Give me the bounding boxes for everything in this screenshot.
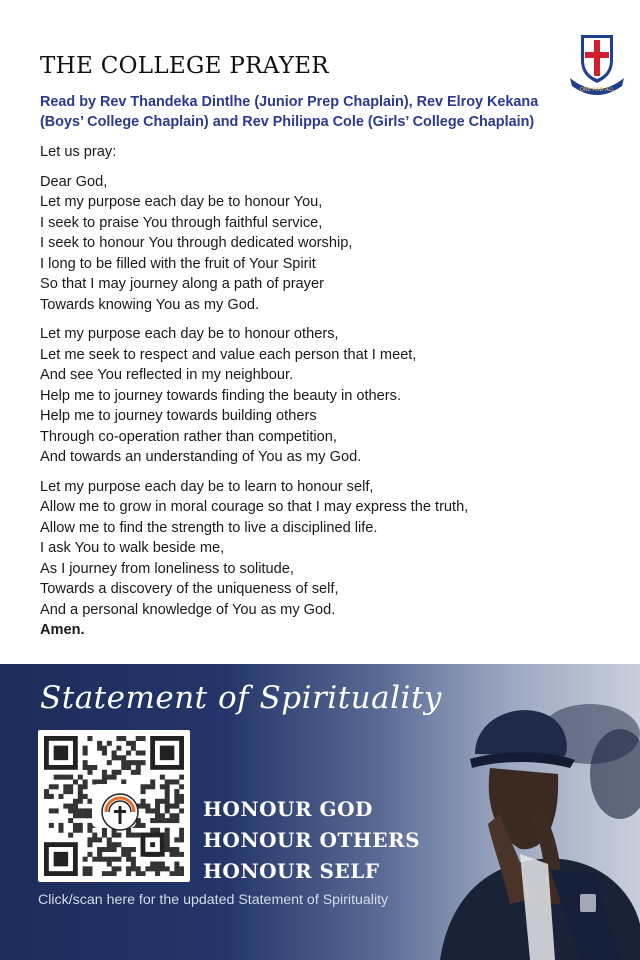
prayer-paragraph-1 bbox=[40, 172, 630, 316]
prayer-line: So that I may journey along a path of prayer bbox=[40, 276, 324, 292]
readers-subtitle bbox=[40, 92, 620, 132]
prayer-line: Towards knowing You as my God. bbox=[40, 296, 260, 313]
prayer-line: Help me to journey towards finding the beauty in others. bbox=[40, 387, 401, 404]
page-title: THE COLLEGE PRAYER bbox=[40, 53, 329, 79]
prayer-line: And towards an understanding of You as my God. bbox=[40, 449, 362, 465]
prayer-line: Let my purpose each day be to learn to honour self, bbox=[40, 478, 374, 495]
honour-list bbox=[203, 794, 420, 887]
prayer-line: Allow me to grow in moral courage so that I may express the truth, bbox=[40, 499, 469, 515]
prayer-line: Help me to journey towards building others bbox=[40, 408, 317, 424]
prayer-text bbox=[40, 142, 630, 650]
prayer-line: I seek to honour You through dedicated worship, bbox=[40, 235, 353, 251]
prayer-line: Through co-operation rather than competition, bbox=[40, 428, 337, 445]
prayer-line: Let my purpose each day be to honour You, bbox=[40, 194, 323, 210]
prayer-line: And a personal knowledge of You as my God. bbox=[40, 601, 336, 618]
prayer-line: I long to be filled with the fruit of Your Spirit bbox=[40, 255, 316, 272]
honour-god: HONOUR GOD bbox=[203, 797, 373, 821]
prayer-line: Let my purpose each day be to honour others, bbox=[40, 326, 339, 342]
prayer-line: I seek to praise You through faithful service, bbox=[40, 214, 323, 231]
prayer-line: I ask You to walk beside me, bbox=[40, 540, 225, 556]
prayer-paragraph-3 bbox=[40, 477, 630, 641]
spirituality-banner[interactable] bbox=[0, 664, 640, 960]
honour-others: HONOUR OTHERS bbox=[203, 828, 421, 852]
prayer-line: As I journey from loneliness to solitude, bbox=[40, 560, 294, 577]
prayer-line: Dear God, bbox=[40, 173, 108, 190]
prayer-line: Let me seek to respect and value each person that I meet, bbox=[40, 346, 417, 363]
honour-self: HONOUR SELF bbox=[203, 859, 380, 883]
prayer-paragraph-2 bbox=[40, 324, 630, 468]
college-crest-icon bbox=[566, 30, 628, 98]
prayer-line: Towards a discovery of the uniqueness of self, bbox=[40, 581, 339, 597]
banner-title: Statement of Spirituality bbox=[40, 680, 442, 716]
prayer-amen: Amen. bbox=[40, 622, 85, 638]
crest-motto: ONE AND ALL bbox=[579, 87, 615, 93]
prayer-line: And see You reflected in my neighbour. bbox=[40, 367, 294, 383]
college-emblem-icon bbox=[92, 784, 136, 828]
subtitle-line-2: (Boys’ College Chaplain) and Rev Philippa Cole (Girls’ College Chaplain) bbox=[40, 114, 535, 130]
subtitle-line-1: Read by Rev Thandeka Dintlhe (Junior Prep Chaplain), Rev Elroy Kekana bbox=[40, 94, 539, 110]
qr-code[interactable] bbox=[38, 730, 190, 882]
prayer-intro: Let us pray: bbox=[40, 144, 117, 160]
prayer-line: Allow me to find the strength to live a disciplined life. bbox=[40, 519, 378, 536]
scan-caption-link[interactable]: Click/scan here for the updated Statement of Spirituality bbox=[38, 892, 389, 908]
